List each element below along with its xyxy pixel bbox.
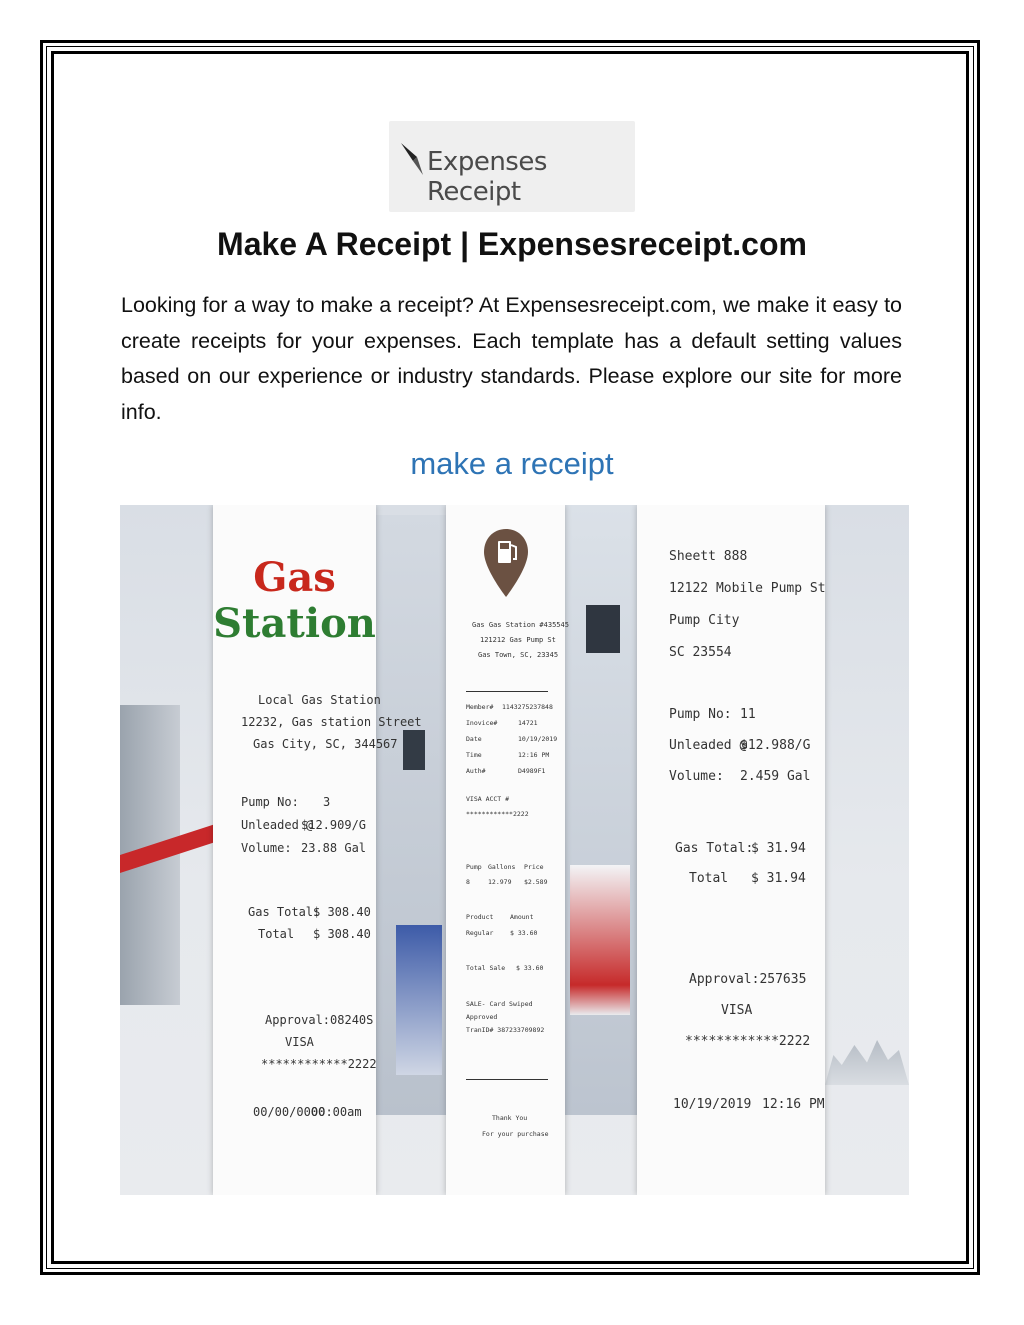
right-line4: SC 23554 — [669, 645, 732, 660]
background-pump-right-screen — [586, 605, 620, 653]
total-sale-label: Total Sale — [466, 964, 506, 972]
background-pump-right-accent — [570, 865, 630, 1015]
receipt-left — [213, 505, 422, 1195]
receipt-banner-image — [120, 505, 909, 1195]
right-card-type: VISA — [721, 1003, 753, 1018]
total-sale-value: $ 33.60 — [516, 964, 544, 972]
make-a-receipt-link[interactable]: make a receipt — [410, 446, 614, 481]
receipt-date: 00/00/0000 — [253, 1105, 326, 1119]
pump-value: 3 — [323, 795, 331, 809]
gas-total-label: Gas Total: — [248, 905, 321, 919]
intro-paragraph: Looking for a way to make a receipt? At Expensesreceipt.com, we make it easy to create receipts for your expenses. Each template has a default setting values based on our experience or industry standards. Please explore our site for more info. — [121, 293, 902, 424]
card-type: VISA — [285, 1035, 314, 1049]
tran-id: TranID# 387233709892 — [466, 1026, 545, 1034]
receipt-middle — [446, 505, 569, 1195]
right-line3: Pump City — [669, 613, 740, 628]
volume-value: 23.88 Gal — [301, 841, 367, 855]
time-value: 12:16 PM — [518, 751, 550, 759]
right-pump-label: Pump No: — [669, 707, 732, 722]
page-title: Make A Receipt | Expensesreceipt.com — [217, 226, 807, 262]
approval-code: Approval:08240S — [265, 1013, 374, 1027]
right-volume-value: 2.459 Gal — [740, 769, 811, 784]
right-unleaded-value: $12.988/G — [740, 738, 811, 753]
auth-label: Auth# — [466, 767, 486, 775]
divider-bottom — [466, 1079, 548, 1080]
background-city-skyline — [825, 1035, 909, 1085]
auth-value: D4989F1 — [518, 767, 546, 775]
sale-type: SALE- Card Swiped — [466, 1000, 533, 1008]
station-name: Gas Gas Station #435545 — [472, 621, 569, 629]
invoice-label: Inovice# — [466, 719, 498, 727]
right-gas-total-value: $ 31.94 — [751, 841, 806, 856]
for-your-purchase: For your purchase — [482, 1130, 549, 1138]
amount-cell: $ 33.60 — [510, 929, 538, 937]
right-gas-total-label: Gas Total: — [675, 841, 754, 856]
total-label: Total — [258, 927, 295, 941]
right-total-label: Total — [689, 871, 729, 886]
right-line2: 12122 Mobile Pump St — [669, 581, 826, 596]
store-address: 12232, Gas station Street — [241, 715, 422, 729]
right-card-number: ************2222 — [685, 1034, 811, 1049]
station-address: 121212 Gas Pump St — [480, 636, 556, 644]
thank-you: Thank You — [492, 1114, 528, 1122]
gas-total-value: $ 308.40 — [313, 905, 371, 919]
unleaded-value: $12.909/G — [301, 818, 367, 832]
background-pump-right — [565, 505, 637, 1115]
gallons-column: Gallons — [488, 863, 516, 871]
receipt-time: 00:00am — [311, 1105, 362, 1119]
right-volume-label: Volume: — [669, 769, 724, 784]
right-date: 10/19/2019 — [673, 1097, 752, 1112]
product-column: Product — [466, 913, 494, 921]
gas-title-line1: Gas — [253, 554, 336, 601]
invoice-value: 14721 — [518, 719, 538, 727]
right-pump-value: 11 — [740, 707, 756, 722]
date-value: 10/19/2019 — [518, 735, 558, 743]
member-label: Member# — [466, 703, 494, 711]
background-pump-left-base — [396, 925, 442, 1075]
product-cell: Regular — [466, 929, 494, 937]
pump-column: Pump — [466, 863, 482, 871]
receipt-right — [637, 505, 825, 1195]
visa-acct-number: ************2222 — [466, 810, 529, 818]
right-time: 12:16 PM — [762, 1097, 825, 1112]
visa-acct-label: VISA ACCT # — [466, 795, 510, 803]
right-line1: Sheett 888 — [669, 549, 748, 564]
total-value: $ 308.40 — [313, 927, 371, 941]
date-label: Date — [466, 735, 482, 743]
price-cell: $2.589 — [524, 878, 548, 886]
gas-title-line2: Station — [213, 600, 376, 647]
price-column: Price — [524, 863, 544, 871]
background-pump-left-screen — [403, 730, 425, 770]
unleaded-label: Unleaded @ — [241, 818, 314, 832]
logo-text: Expenses Receipt — [427, 147, 547, 207]
approved-status: Approved — [466, 1013, 498, 1021]
store-city: Gas City, SC, 344567 — [253, 737, 398, 751]
station-city: Gas Town, SC, 23345 — [478, 651, 559, 659]
airplane-icon — [399, 139, 427, 179]
right-total-value: $ 31.94 — [751, 871, 806, 886]
pump-label: Pump No: — [241, 795, 299, 809]
card-number: ************2222 — [261, 1057, 377, 1071]
time-label: Time — [466, 751, 482, 759]
amount-column: Amount — [510, 913, 534, 921]
volume-label: Volume: — [241, 841, 292, 855]
gallons-cell: 12.979 — [488, 878, 512, 886]
pump-cell: 8 — [466, 878, 470, 886]
member-value: 1143275237848 — [502, 703, 553, 711]
fuel-pump-icon — [482, 527, 530, 599]
store-name: Local Gas Station — [258, 693, 381, 707]
divider-top — [466, 691, 548, 692]
right-approval: Approval:257635 — [689, 972, 807, 987]
right-unleaded-label: Unleaded @ — [669, 738, 748, 753]
expenses-receipt-logo — [389, 121, 635, 212]
